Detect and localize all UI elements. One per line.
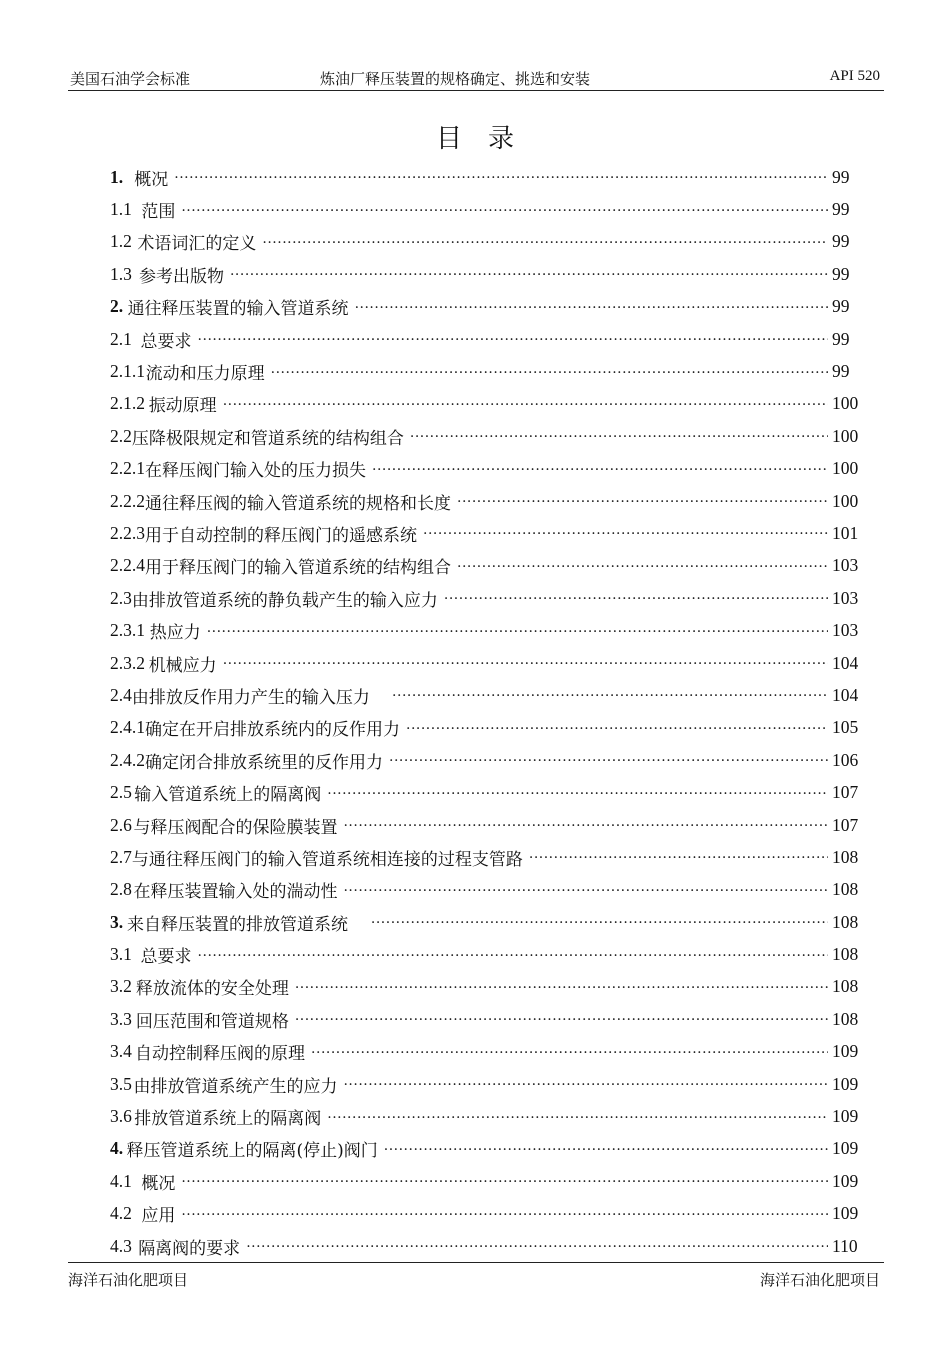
toc-entry[interactable] — [110, 517, 859, 549]
toc-entry-number: 2.2.3 — [110, 522, 145, 543]
dot-leader — [327, 783, 828, 803]
toc-entry[interactable] — [110, 355, 856, 387]
toc-entry-page: 108 — [832, 976, 859, 997]
toc-entry-number: 4.3 — [110, 1235, 132, 1256]
toc-entry[interactable] — [110, 1068, 859, 1100]
toc-entry-number: 2.7 — [110, 846, 132, 867]
toc-entry[interactable] — [110, 258, 856, 290]
dot-leader — [343, 880, 828, 900]
dot-leader — [392, 685, 828, 705]
header-center-text: 炼油厂释压装置的规格确定、挑选和安装 — [320, 70, 591, 88]
toc-entry[interactable] — [110, 874, 859, 906]
toc-entry[interactable] — [110, 388, 859, 420]
toc-entry-number: 2.1 — [110, 328, 132, 349]
toc-entry-page: 103 — [832, 555, 859, 576]
dot-leader — [262, 232, 828, 252]
dot-leader — [181, 1171, 828, 1191]
toc-entry-page: 108 — [831, 911, 859, 932]
toc-entry-number: 1.2 — [110, 231, 132, 252]
toc-entry-page: 109 — [832, 1073, 859, 1094]
toc-entry-number: 3. — [110, 911, 124, 932]
toc-entry-title: 总要求 — [140, 947, 192, 968]
table-of-contents — [110, 161, 859, 1262]
dot-leader — [444, 588, 828, 608]
toc-entry-page: 109 — [832, 1106, 859, 1127]
toc-entry-title: 通往释压装置的输入管道系统 — [127, 299, 349, 320]
toc-entry-title: 概况 — [141, 1173, 176, 1194]
toc-entry-title: 来自释压装置的排放管道系统 — [126, 914, 348, 935]
toc-entry-number: 2.2.2 — [110, 490, 145, 511]
toc-entry-page: 100 — [832, 490, 859, 511]
toc-entry-page: 100 — [832, 393, 859, 414]
toc-entry-page: 99 — [832, 263, 850, 284]
dot-leader — [223, 394, 828, 414]
toc-entry-page: 99 — [832, 166, 850, 187]
toc-entry-number: 3.1 — [110, 944, 132, 965]
toc-entry-title: 由排放管道系统产生的应力 — [133, 1076, 338, 1097]
toc-entry-number: 2. — [110, 296, 124, 317]
toc-entry-number: 2.6 — [110, 814, 132, 835]
toc-entry-title: 排放管道系统上的隔离阀 — [134, 1109, 322, 1130]
dot-leader — [181, 200, 828, 220]
toc-entry[interactable] — [110, 420, 859, 452]
toc-entry-title: 机械应力 — [148, 655, 217, 676]
toc-entry[interactable] — [110, 938, 859, 970]
dot-leader — [371, 912, 828, 932]
dot-leader — [529, 847, 828, 867]
toc-entry-page: 108 — [832, 846, 859, 867]
toc-entry-title: 用于自动控制的释压阀门的遥感系统 — [145, 525, 417, 546]
toc-entry[interactable] — [110, 906, 859, 938]
toc-entry-title: 压降极限规定和管道系统的结构组合 — [131, 428, 404, 449]
toc-entry-title: 概况 — [134, 169, 169, 190]
toc-entry-title: 热应力 — [149, 623, 201, 644]
toc-entry-page: 107 — [832, 782, 859, 803]
toc-entry[interactable] — [110, 614, 859, 646]
page-title: 目录 — [435, 124, 540, 154]
toc-entry-title: 由排放反作用力产生的输入压力 — [131, 687, 370, 708]
toc-entry[interactable] — [110, 744, 859, 776]
toc-entry-title: 释压管道系统上的隔离(停止)阀门 — [126, 1141, 378, 1162]
dot-leader — [198, 329, 828, 349]
toc-entry-title: 与通往释压阀门的输入管道系统相连接的过程支管路 — [131, 849, 523, 870]
toc-entry[interactable] — [110, 550, 859, 582]
toc-entry[interactable] — [110, 1230, 856, 1262]
header-standard-code: API 520 — [829, 68, 880, 84]
dot-leader — [384, 1139, 828, 1159]
toc-entry-title: 应用 — [141, 1206, 176, 1227]
toc-entry-number: 2.3 — [110, 587, 132, 608]
toc-entry[interactable] — [110, 1165, 859, 1197]
toc-entry-number: 3.6 — [110, 1106, 132, 1127]
dot-leader — [174, 167, 828, 187]
toc-entry-title: 术语词汇的定义 — [137, 234, 257, 255]
toc-entry[interactable] — [110, 161, 856, 193]
toc-entry-page: 100 — [832, 425, 859, 446]
dot-leader — [343, 815, 828, 835]
dot-leader — [198, 945, 828, 965]
toc-entry-number: 3.2 — [110, 976, 132, 997]
toc-entry-page: 107 — [832, 814, 859, 835]
toc-entry-page: 106 — [832, 749, 859, 770]
dot-leader — [410, 426, 828, 446]
toc-entry[interactable] — [110, 679, 859, 711]
toc-entry[interactable] — [110, 1133, 859, 1165]
toc-entry-number: 2.8 — [110, 879, 132, 900]
toc-entry-title: 振动原理 — [148, 396, 217, 417]
dot-leader — [295, 1009, 828, 1029]
toc-entry[interactable] — [110, 809, 859, 841]
toc-entry-page: 99 — [832, 328, 850, 349]
toc-entry-title: 总要求 — [140, 331, 192, 352]
dot-leader — [295, 977, 828, 997]
toc-entry-number: 4. — [110, 1138, 124, 1159]
toc-entry-number: 2.3.1 — [110, 620, 145, 641]
dot-leader — [457, 491, 828, 511]
toc-entry-page: 103 — [832, 620, 859, 641]
dot-leader — [406, 718, 828, 738]
toc-entry[interactable] — [110, 1003, 859, 1035]
toc-entry[interactable] — [110, 647, 859, 679]
toc-entry-page: 99 — [832, 231, 850, 252]
toc-entry-title: 自动控制释压阀的原理 — [135, 1044, 306, 1065]
toc-entry-number: 4.2 — [110, 1203, 132, 1224]
toc-entry-title: 由排放管道系统的静负载产生的输入应力 — [131, 590, 438, 611]
dot-leader — [457, 556, 828, 576]
toc-entry[interactable] — [110, 1100, 859, 1132]
toc-entry[interactable] — [110, 1036, 859, 1068]
dot-leader — [355, 297, 828, 317]
toc-entry-page: 108 — [832, 1008, 859, 1029]
toc-entry-page: 99 — [832, 361, 850, 382]
toc-entry-number: 2.1.2 — [110, 393, 145, 414]
toc-entry-title: 在释压装置输入处的湍动性 — [133, 882, 338, 903]
dot-leader — [327, 1107, 828, 1127]
toc-entry-page: 100 — [832, 458, 859, 479]
toc-entry-title: 通往释压阀的输入管道系统的规格和长度 — [145, 493, 451, 514]
toc-entry-page: 99 — [832, 199, 850, 220]
footer-right-text: 海洋石油化肥项目 — [759, 1271, 880, 1289]
toc-entry-page: 103 — [832, 587, 859, 608]
page-footer — [68, 1262, 884, 1293]
toc-entry-number: 3.5 — [110, 1073, 132, 1094]
toc-entry-title: 参考出版物 — [138, 266, 224, 287]
toc-entry[interactable] — [110, 776, 859, 808]
toc-entry-number: 3.4 — [110, 1041, 132, 1062]
toc-entry-page: 109 — [832, 1203, 859, 1224]
toc-entry[interactable] — [110, 841, 859, 873]
toc-entry-number: 1.1 — [110, 199, 132, 220]
toc-entry[interactable] — [110, 453, 859, 485]
toc-entry-number: 2.4.2 — [110, 749, 145, 770]
toc-entry-page: 110 — [832, 1235, 858, 1256]
toc-entry-title: 输入管道系统上的隔离阀 — [134, 785, 322, 806]
dot-leader — [372, 459, 828, 479]
toc-entry-title: 确定在开启排放系统内的反作用力 — [145, 720, 400, 741]
toc-entry[interactable] — [110, 712, 859, 744]
toc-entry[interactable] — [110, 582, 859, 614]
toc-entry-number: 1.3 — [110, 263, 132, 284]
toc-entry[interactable] — [110, 1198, 859, 1230]
toc-entry-title: 在释压阀门输入处的压力损失 — [145, 461, 366, 482]
dot-leader — [223, 653, 828, 673]
toc-entry-title: 隔离阀的要求 — [138, 1238, 241, 1259]
header-left-text: 美国石油学会标准 — [70, 70, 191, 88]
toc-entry-page: 109 — [832, 1041, 859, 1062]
toc-entry-number: 2.4 — [110, 684, 132, 705]
toc-entry-number: 1. — [110, 166, 124, 187]
toc-entry-page: 109 — [832, 1138, 859, 1159]
toc-entry-number: 2.3.2 — [110, 652, 145, 673]
toc-entry[interactable] — [110, 485, 859, 517]
toc-entry-number: 3.3 — [110, 1008, 132, 1029]
dot-leader — [343, 1074, 828, 1094]
toc-entry[interactable] — [110, 971, 859, 1003]
toc-entry-title: 用于释压阀门的输入管道系统的结构组合 — [145, 558, 451, 579]
toc-entry-title: 流动和压力原理 — [145, 364, 265, 385]
dot-leader — [311, 1042, 828, 1062]
toc-entry-number: 2.2 — [110, 425, 132, 446]
footer-left-text: 海洋石油化肥项目 — [68, 1271, 189, 1289]
toc-entry-title: 回压范围和管道规格 — [135, 1011, 289, 1032]
dot-leader — [230, 264, 828, 284]
dot-leader — [246, 1236, 828, 1256]
toc-entry-title: 释放流体的安全处理 — [135, 979, 289, 1000]
dot-leader — [423, 523, 828, 543]
toc-entry-page: 108 — [832, 944, 859, 965]
toc-entry[interactable] — [110, 226, 856, 258]
toc-entry-page: 104 — [832, 684, 859, 705]
toc-entry-page: 105 — [832, 717, 859, 738]
toc-entry-number: 2.2.1 — [110, 458, 145, 479]
toc-entry-number: 2.1.1 — [110, 361, 145, 382]
dot-leader — [389, 750, 828, 770]
toc-entry-number: 4.1 — [110, 1170, 132, 1191]
toc-entry-page: 101 — [832, 522, 859, 543]
page-header — [68, 66, 884, 91]
toc-entry-page: 99 — [832, 296, 850, 317]
toc-entry[interactable] — [110, 291, 856, 323]
toc-entry-number: 2.5 — [110, 782, 132, 803]
toc-entry[interactable] — [110, 193, 856, 225]
dot-leader — [207, 621, 828, 641]
toc-entry-page: 108 — [832, 879, 859, 900]
dot-leader — [271, 362, 828, 382]
toc-entry-number: 2.2.4 — [110, 555, 145, 576]
toc-entry-number: 2.4.1 — [110, 717, 145, 738]
toc-entry-title: 与释压阀配合的保险膜装置 — [133, 817, 338, 838]
toc-entry-page: 109 — [832, 1170, 859, 1191]
toc-entry[interactable] — [110, 323, 856, 355]
toc-entry-page: 104 — [832, 652, 859, 673]
dot-leader — [181, 1204, 828, 1224]
toc-entry-title: 确定闭合排放系统里的反作用力 — [145, 752, 383, 773]
toc-entry-title: 范围 — [141, 202, 176, 223]
